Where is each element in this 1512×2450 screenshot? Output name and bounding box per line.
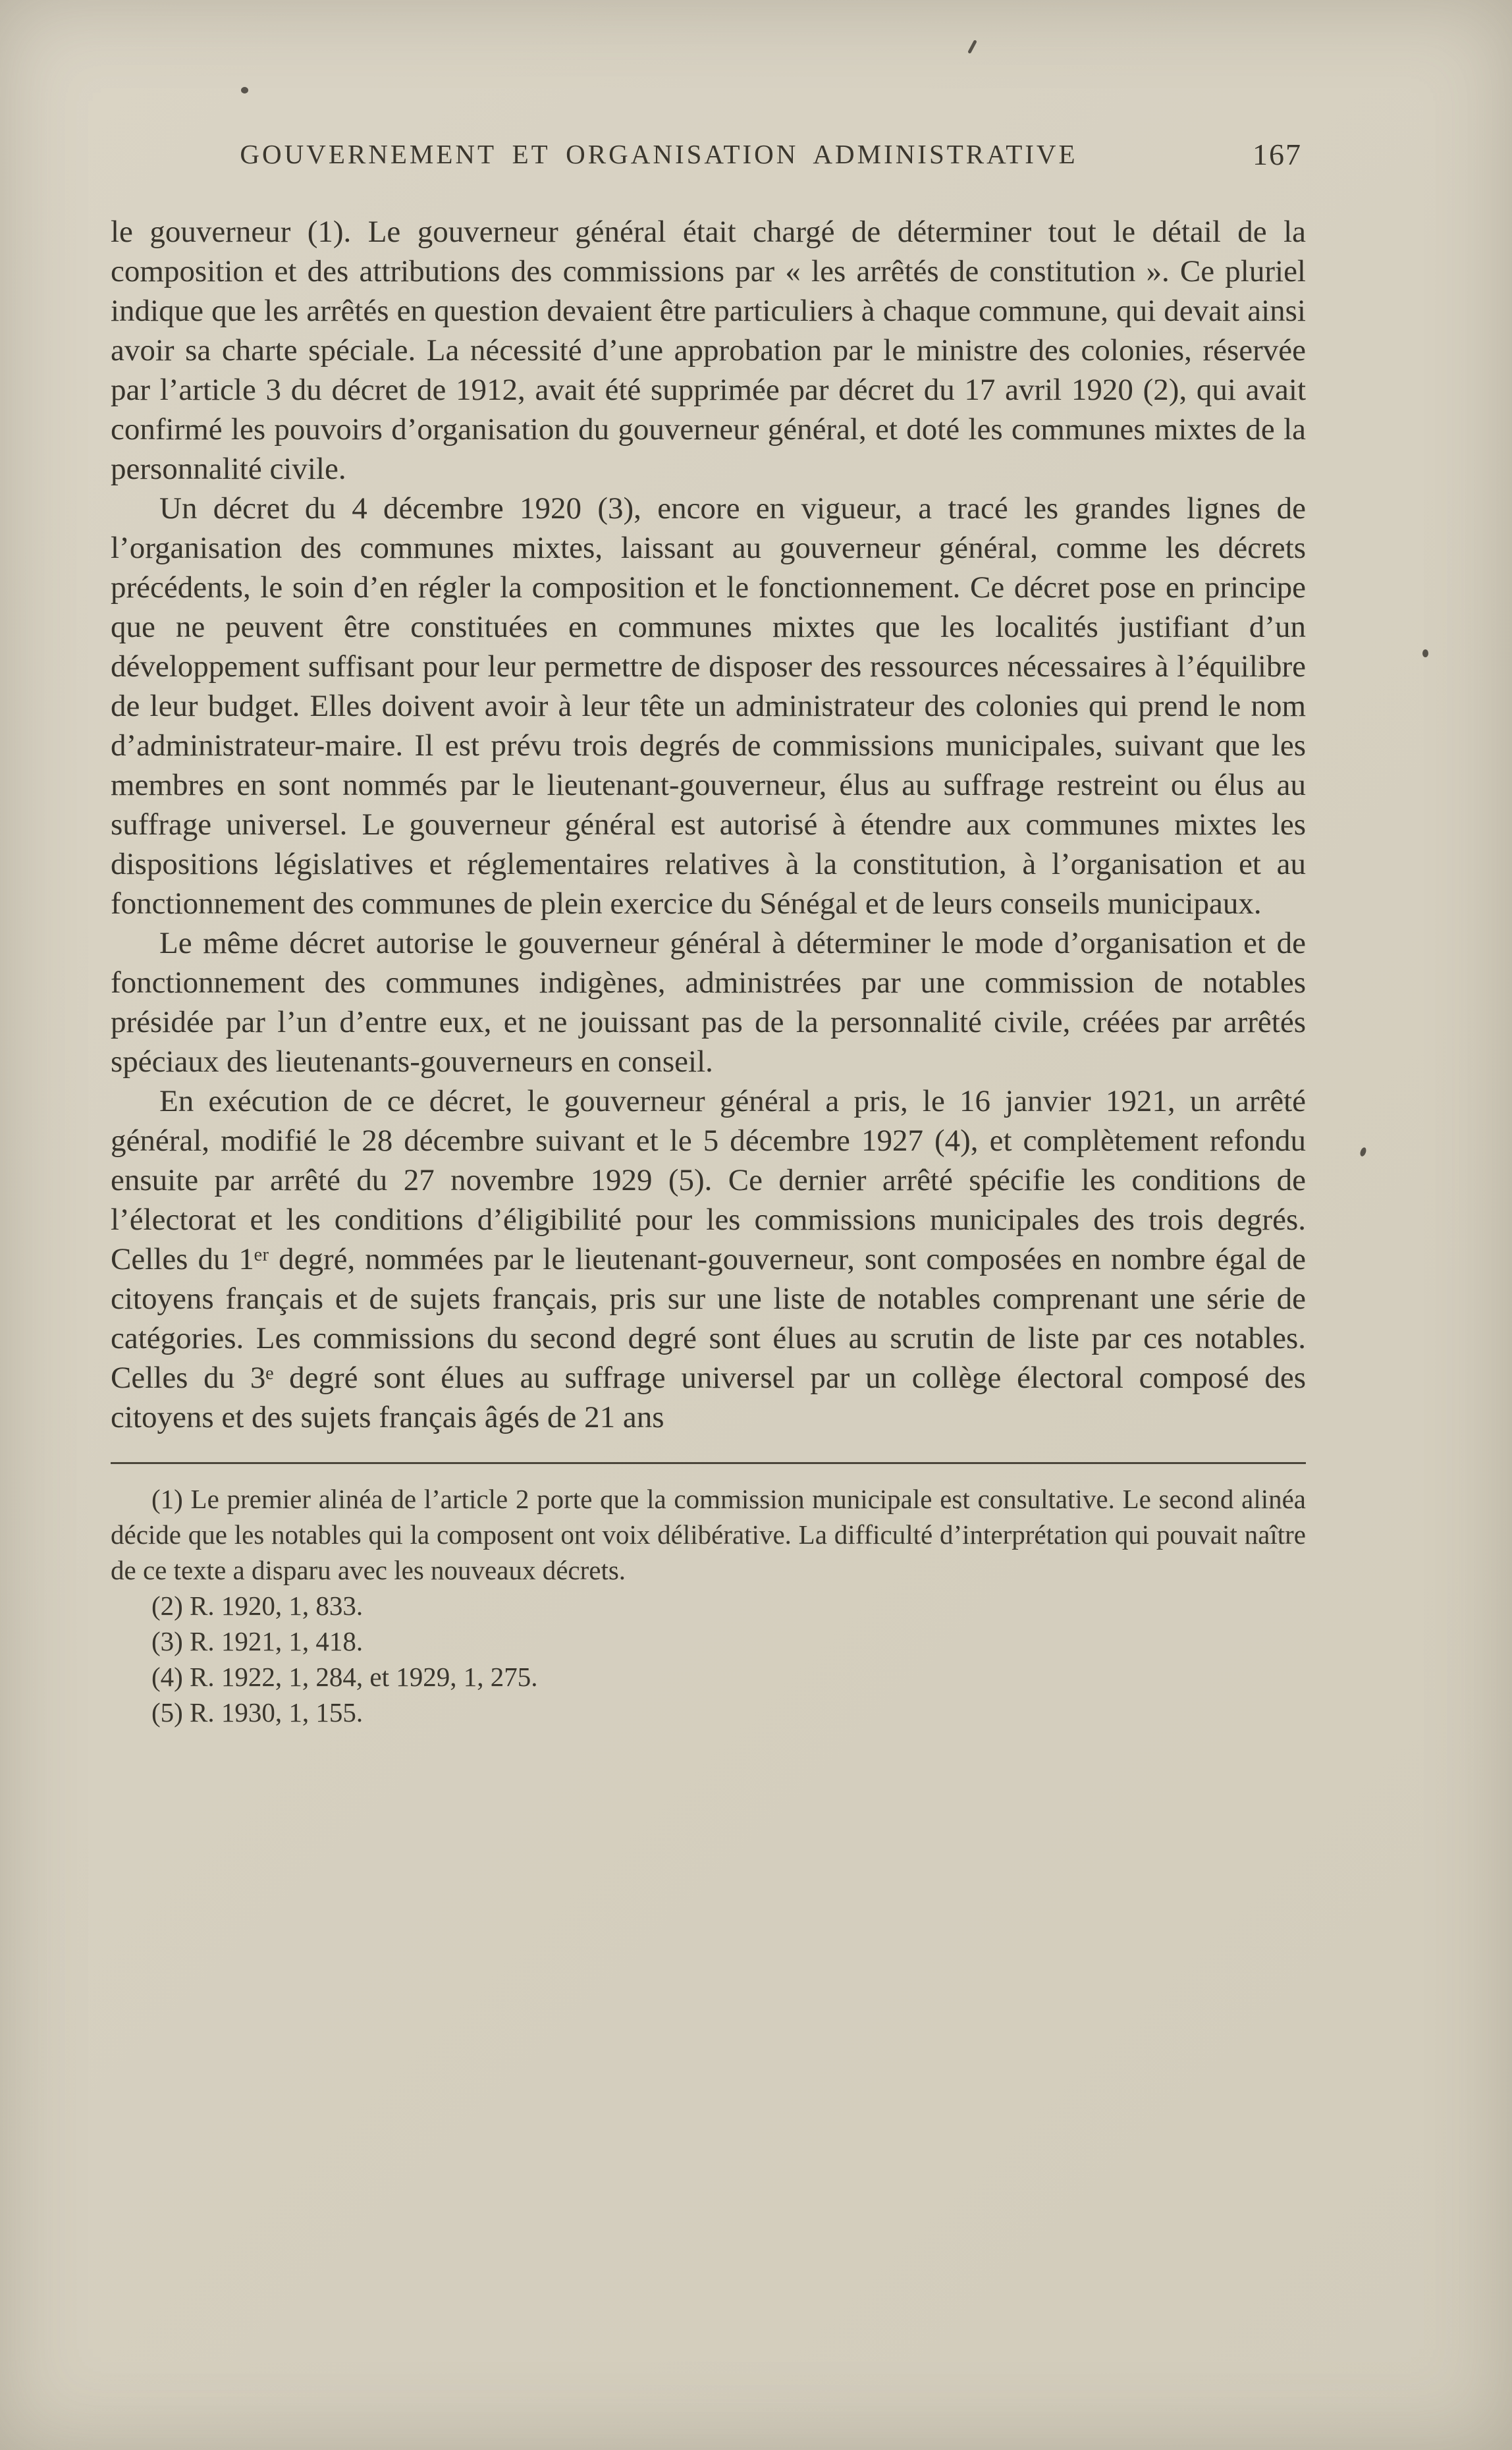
ink-speck — [967, 40, 977, 54]
paragraph: le gouverneur (1). Le gouverneur général était chargé de déterminer tout le détail de la composition et des attributions des commissions par « les arrêtés de constitution ». Ce pluriel indique que les arrêtés en question devaient être particuliers à chaque commune, qui devait ainsi avoir sa charte spéciale. La nécessité d’une approbation par le ministre des colonies, réservée par l’article 3 du décret de 1912, avait été supprimée par décret du 17 avril 1920 (2), qui avait confirmé les pouvoirs d’organisation du gouverneur général, et doté les communes mixtes de la personnalité civile. — [111, 215, 1306, 486]
footnotes — [111, 1481, 1306, 1730]
page-content — [111, 138, 1306, 1730]
running-title: GOUVERNEMENT ET ORGANISATION ADMINISTRATIVE — [240, 139, 1078, 169]
page-number: 167 — [1253, 138, 1302, 171]
paragraph: Un décret du 4 décembre 1920 (3), encore en vigueur, a tracé les grandes lignes de l’organisation des communes mixtes, laissant au gouverneur général, comme les décrets précédents, le soin d’en régler la composition et le fonctionnement. Ce décret pose en principe que ne peuvent être constituées en communes mixtes que les localités justifiant d’un développement suffisant pour leur permettre de disposer des ressources nécessaires à l’équilibre de leur budget. Elles doivent avoir à leur tête un administrateur des colonies qui prend le nom d’administrateur-maire. Il est prévu trois degrés de commissions municipales, suivant que les membres en sont nommés par le lieutenant-gouverneur, élus au suffrage restreint ou élus au suffrage universel. Le gouverneur général est autorisé à étendre aux communes mixtes les dispositions législatives et réglementaires relatives à la constitution, à l’organisation et au fonctionnement des communes de plein exercice du Sénégal et de leurs conseils municipaux. — [111, 491, 1306, 921]
ink-speck — [1422, 649, 1428, 657]
footnote: (3) R. 1921, 1, 418. — [151, 1626, 364, 1656]
paragraph: Le même décret autorise le gouverneur général à déterminer le mode d’organisation et de fonctionnement des communes indigènes, administrées par une commission de notables présidée par l’un d’entre eux, et ne jouissant pas de la personnalité civile, créées par arrêtés spéciaux des lieutenants-gouverneurs en conseil. — [111, 926, 1306, 1079]
ink-speck — [241, 87, 248, 94]
footnote: (2) R. 1920, 1, 833. — [151, 1591, 364, 1621]
ink-speck — [1359, 1147, 1367, 1157]
paragraph: En exécution de ce décret, le gouverneur général a pris, le 16 janvier 1921, un arrêté général, modifié le 28 décembre suivant et le 5 décembre 1927 (4), et complètement refondu ensuite par arrêté du 27 novembre 1929 (5). Ce dernier arrêté spécifie les conditions de l’électorat et les conditions d’éligibilité pour les commissions municipales des trois degrés. Celles du 1ᵉʳ degré, nommées par le lieutenant-gouverneur, sont composées en nombre égal de citoyens français et de sujets français, pris sur une liste de notables comprenant une série de catégories. Les commissions du second degré sont élues au scrutin de liste par ces notables. Celles du 3ᵉ degré sont élues au suffrage universel par un collège électoral composé des citoyens et des sujets français âgés de 21 ans — [111, 1084, 1306, 1434]
footnote-divider — [111, 1462, 1306, 1464]
footnote: (1) Le premier alinéa de l’article 2 porte que la commission municipale est consultative. Le second alinéa décide que les notables qui la composent ont voix délibérative. La difficulté d’interprétation qui pouvait naître de ce texte a disparu avec les nouveaux décrets. — [111, 1484, 1306, 1585]
footnote: (5) R. 1930, 1, 155. — [151, 1697, 364, 1728]
footnote: (4) R. 1922, 1, 284, et 1929, 1, 275. — [151, 1662, 538, 1692]
page-body — [111, 212, 1306, 1437]
running-head — [111, 138, 1306, 180]
